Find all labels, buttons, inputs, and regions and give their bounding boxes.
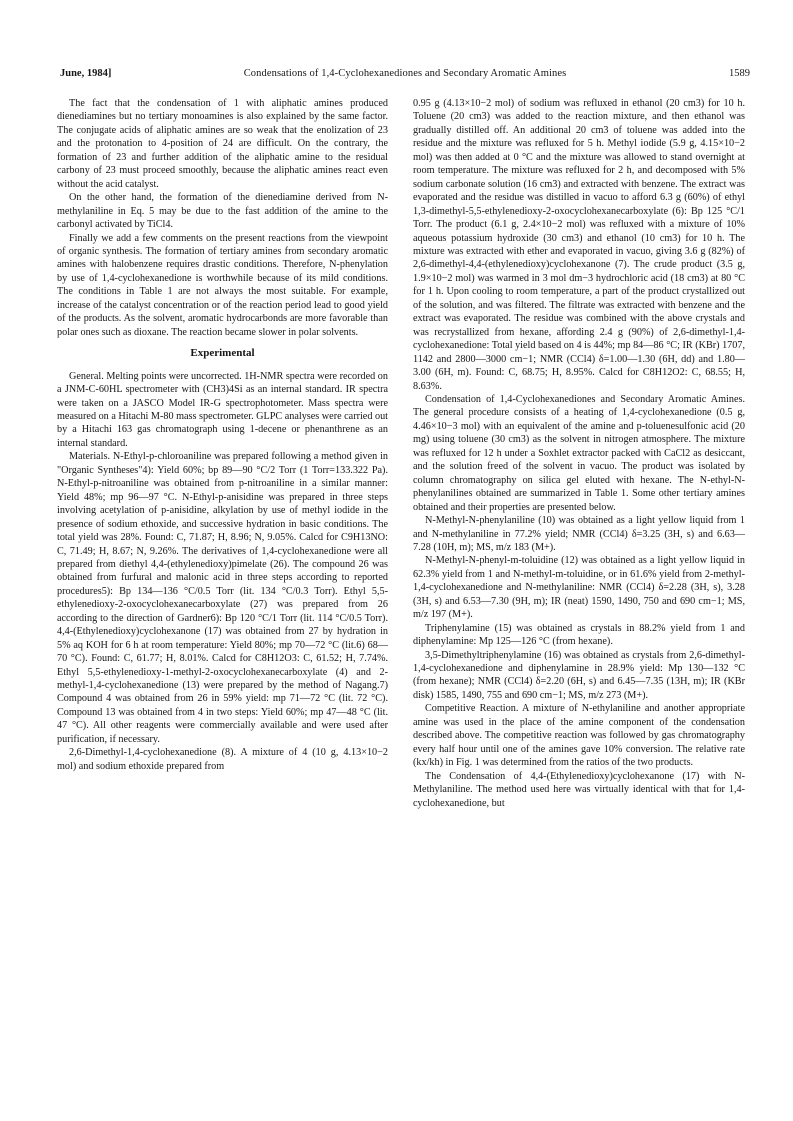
paragraph: Competitive Reaction. A mixture of N-ethylaniline and another appropriate amine was used in the place of the amine component of the condensation described above. The competitive reaction was followed by gas chromatography every half hour until one of the amines gave 10% conversion. The relative rate (kx/kh) in Fig. 1 was determined from the ratios of the two products. [413,703,745,769]
paragraph: Materials. N-Ethyl-p-chloroaniline was prepared following a method given in "Organic Syntheses"4): Yield 60%; bp 89—90 °C/2 Torr (1 Torr=133.322 Pa). N-Ethyl-p-nitroaniline was obtained from p-nitroaniline in a similar manner: Yield 48%; mp 96—97 °C. N-Ethyl-p-anisidine was prepared in three steps involving acetylation of p-anisidine, alkylation by use of methyl iodide in the presence of sodium ethoxide, and successive hydration in basic conditions. The total yield was 28%. Found: C, 71.87; H, 8.96; N, 9.05%. Calcd for C9H13NO: C, 71.49; H, 8.67; N, 9.26%. The derivatives of 1,4-cyclohexanedione were all prepared from diethyl 4,4-(ethylenedioxy)pimelate (26). The compound 26 was obtained from furfural and malonic acid in three steps according to reported procedures5): Bp 134—136 °C/0.5 Torr (lit. 134 °C/0.3 Torr). Ethyl 5,5-ethylenedioxy-2-oxocyclohexanecarboxylate (27) was prepared from 26 according to the direction of Gardner6): Bp 120 °C/1 Torr (lit. 114 °C/0.5 Torr). 4,4-(Ethylenedioxy)cyclohexanone (17) was obtained from 27 by hydration in 5% aq KOH for 6 h at room temperature: Yield 80%; mp 70—72 °C (lit.6) 68—70 °C). Found: C, 61.77; H, 8.01%. Calcd for C8H12O3: C, 61.52; H, 7.74%. Ethyl 5,5-ethylenedioxy-1-methyl-2-oxocyclohexanecarboxylate (4) and 2-methyl-1,4-cyclohexanedione (13) were prepared by the method of Nagang.7) Compound 4 was obtained from 26 in 59% yield: mp 71—72 °C (lit. 72 °C). Compound 13 was obtained from 4 in two steps: Yield 60%; mp 47—48 °C (lit. 47 °C). All other reagents were commercially available and were used after purification, if necessary. [57,451,388,745]
paragraph: The fact that the condensation of 1 with aliphatic amines produced dienediamines but no tertiary monoamines is also explained by the same factor. The conjugate acids of aliphatic amines are so weak that the enolization of 23 and the protonation to 4-position of 24 are difficult. On the contrary, the formation of 23 and further addition of the aliphatic amine to the residual carbony of 23 must proceed smoothly, because the aliphatic amines react even without the acid catalyst. [57,98,388,190]
issue-date: June, 1984] [60,68,112,79]
right-column [413,97,745,810]
paragraph: 0.95 g (4.13×10−2 mol) of sodium was refluxed in ethanol (20 cm3) for 10 h. Toluene (20 cm3) was added to the reaction mixture, and then ethanol was gradually distilled off. An additional 20 cm3 of toluene was added into the residue and the mixture was refluxed for 5 h. Methyl iodide (5.9 g, 4.15×10−2 mol) was then added at 0 °C and the mixture was allowed to stand overnight at room temperature. The mixture was refluxed for 2 h, and decomposed with 5% sodium carbonate solution (16 cm3) and extracted with benzene. The extract was evaporated and the residue was distilled in vacuo to afford 6.3 g (60%) of ethyl 1,3-dimethyl-5,5-ethylenedioxy-2-oxocyclohexanecarboxylate (6): Bp 125 °C/1 Torr. The product (6.1 g, 2.4×10−2 mol) was refluxed with a mixture of 10% aqueous potassium hydroxide (30 cm3) and ethanol (10 cm3) for 10 h. The mixture was extracted with ether and evaporated in vacuo, giving 3.6 g (82%) of 2,6-dimethyl-4,4-(ethylenedioxy)cyclohexanone (7). The crude product (3.5 g, 1.9×10−2 mol) was warmed in 3 mol dm−3 hydrochloric acid (18 cm3) at 80 °C for 1 h. Upon cooling to room temperature, a part of the product crystallized out of the solution, and was filtered. The filtrate was extracted with benzene and the extract was evaporated. The residue was combined with the above crystals and was recrystallized from hexane, affording 2.4 g (90%) of 2,6-dimethyl-1,4-cyclohexanedione: Total yield based on 4 is 44%; mp 84—86 °C; IR (KBr) 1707, 1142 and 2800—3000 cm−1; NMR (CCl4) δ=1.00—1.30 (6H, dd) and 1.80—3.00 (6H, m). Found: C, 68.75; H, 8.95%. Calcd for C8H12O2: C, 68.55; H, 8.63%. [413,98,745,392]
paragraph: N-Methyl-N-phenyl-m-toluidine (12) was obtained as a light yellow liquid in 62.3% yield from 1 and N-methyl-m-toluidine, or in 61.6% yield from 2-methyl-1,4-cyclohexanedione and N-methylaniline: NMR (CCl4) δ=2.28 (3H, s), 3.28 (3H, s) and 6.53—7.30 (9H, m); IR (neat) 1590, 1490, 750 and 690 cm−1; MS, m/z 197 (M+). [413,555,745,621]
paragraph: 3,5-Dimethyltriphenylamine (16) was obtained as crystals from 2,6-dimethyl-1,4-cyclohexanedione and diphenylamine in 28.9% yield: Mp 130—132 °C (from hexane); NMR (CCl4) δ=2.20 (6H, s) and 6.45—7.35 (13H, m); IR (KBr disk) 1585, 1490, 755 and 690 cm−1; MS, m/z 273 (M+). [413,649,745,701]
paragraph: N-Methyl-N-phenylaniline (10) was obtained as a light yellow liquid from 1 and N-methylaniline in 77.2% yield; NMR (CCl4) δ=3.25 (3H, s) and 6.63—7.28 (10H, m); MS, m/z 183 (M+). [413,515,745,553]
running-title: Condensations of 1,4-Cyclohexanediones and Secondary Aromatic Amines [243,68,567,79]
paragraph: 2,6-Dimethyl-1,4-cyclohexanedione (8). A mixture of 4 (10 g, 4.13×10−2 mol) and sodium ethoxide prepared from [57,747,388,772]
paragraph: The Condensation of 4,4-(Ethylenedioxy)cyclohexanone (17) with N-Methylaniline. The method used here was virtually identical with that for 1,4-cyclohexanedione, but [413,770,745,809]
paragraph: On the other hand, the formation of the dienediamine derived from N-methylaniline in Eq. 5 may be due to the fast addition of the amine to the carbonyl activated by TiCl4. [57,192,388,231]
running-head [60,68,750,86]
paragraph: Finally we add a few comments on the present reactions from the viewpoint of organic synthesis. The formation of tertiary amines from secondary aromatic amines with halobenzene requires drastic conditions. Therefore, N-phenylation by use of 1,4-cyclohexanedione is worthwhile because of its mild conditions. The conditions in Table 1 are not always the most suitable. For example, increase of the catalyst concentration or of the reaction period lead to good yield of the products. As the solvent, aromatic hydrocarbonds are more favorable than polar ones such as dioxane. The reaction became slower in polar solvents. [57,232,388,338]
paragraph: General. Melting points were uncorrected. 1H-NMR spectra were recorded on a JNM-C-60HL spectrometer with (CH3)4Si as an internal standard. IR spectra were taken on a JASCO Model IR-G spectrophotometer. Mass spectra were measured on a Hitachi M-80 mass spectrometer. GLPC analyses were carried out by a Hitachi 163 gas chromatograph using 1-decene or phenanthrene as an internal standard. [57,370,388,449]
paragraph: Condensation of 1,4-Cyclohexanediones and Secondary Aromatic Amines. The general procedure consists of a heating of 1,4-cyclohexanedione (0.5 g, 4.46×10−3 mol) with an equivalent of the amine and p-toluenesulfonic acid (20 mg) using toluene (30 cm3) as the solvent in nitrogen atmosphere. The mixture was refluxed for 12 h under a Soxhlet extractor packed with CaCl2 as desiccant, and the solution freed of the solvent in vacuo. The product was isolated by column chromatography on silica gel eluted with hexane. The N-ethyl-N-phenylanilines obtained are summarized in Table 1. Some other tertiary amines obtained and their properties are presented below. [413,393,745,513]
paragraph: Triphenylamine (15) was obtained as crystals in 88.2% yield from 1 and diphenylamine: Mp 125—126 °C (from hexane). [413,622,745,648]
page-number: 1589 [729,68,750,79]
left-column [57,97,388,773]
section-heading: Experimental [190,347,255,360]
